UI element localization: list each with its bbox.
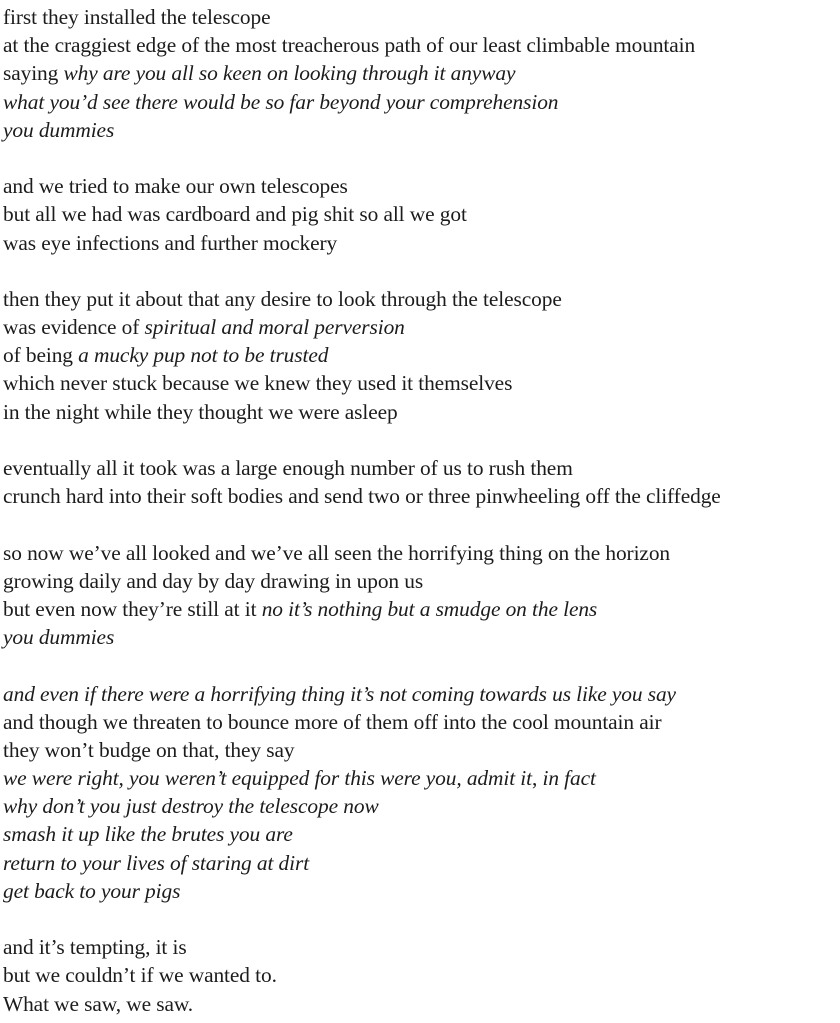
poem-line <box>3 88 840 116</box>
poem-line <box>3 736 840 764</box>
text-segment: but we couldn’t if we wanted to. <box>3 963 277 988</box>
italic-text-segment: in fact <box>542 766 596 791</box>
poem-line <box>3 116 840 144</box>
italic-text-segment: and even if there were a horrifying thing it’s not coming towards us like you say <box>3 681 676 706</box>
poem-line <box>3 172 840 200</box>
text-segment: they won’t budge on that, they say <box>3 737 295 762</box>
poem-line <box>3 820 840 848</box>
text-segment: and it’s tempting, it is <box>3 935 187 960</box>
poem-text <box>3 3 840 1018</box>
poem-line <box>3 285 840 313</box>
text-segment: and we tried to make our own telescopes <box>3 174 348 199</box>
text-segment: but all we had was cardboard and pig shit so all we got <box>3 202 467 227</box>
text-segment: of being <box>3 343 79 368</box>
poem-line <box>3 369 840 397</box>
text-segment: was evidence of <box>3 315 145 340</box>
text-segment: at the craggiest edge of the most treacherous path of our least climbable mountain <box>3 33 696 58</box>
poem-line <box>3 200 840 228</box>
poem-line <box>3 539 840 567</box>
poem-line <box>3 398 840 426</box>
italic-text-segment: we were right, you weren’t equipped for this were you, admit it <box>3 766 532 791</box>
stanza <box>3 172 840 257</box>
text-segment: in the night while they thought we were asleep <box>3 399 398 424</box>
text-segment: then they put it about that any desire to look through the telescope <box>3 286 562 311</box>
text-segment: , <box>532 766 543 791</box>
stanza <box>3 539 840 652</box>
text-segment: and though we threaten to bounce more of them off into the cool mountain air <box>3 709 662 734</box>
poem-line <box>3 31 840 59</box>
text-segment: growing daily and day by day drawing in upon us <box>3 568 424 593</box>
italic-text-segment: spiritual and moral perversion <box>144 315 405 340</box>
text-segment: so now we’ve all looked and we’ve all seen the horrifying thing on the horizon <box>3 540 671 565</box>
poem-line <box>3 313 840 341</box>
text-segment: eventually all it took was a large enough number of us to rush them <box>3 456 573 480</box>
italic-text-segment: why are you all so keen on looking through it anyway <box>63 61 516 86</box>
poem-line <box>3 877 840 905</box>
poem-line <box>3 341 840 369</box>
poem-line <box>3 764 840 792</box>
stanza <box>3 933 840 1018</box>
italic-text-segment: smash it up like the brutes you are <box>3 822 293 847</box>
poem-line <box>3 3 840 31</box>
poem-line <box>3 961 840 989</box>
poem-line <box>3 482 840 510</box>
stanza <box>3 285 840 426</box>
text-segment: saying <box>3 61 64 86</box>
poem-line <box>3 708 840 736</box>
text-segment: was eye infections and further mockery <box>3 230 338 255</box>
poem-line <box>3 623 840 651</box>
stanza <box>3 3 840 144</box>
italic-text-segment: return to your lives of staring at dirt <box>3 850 310 875</box>
text-segment: first they installed the telescope <box>3 5 271 29</box>
text-segment: crunch hard into their soft bodies and send two or three pinwheeling off the cliffedge <box>3 484 721 509</box>
italic-text-segment: why don’t you just destroy the telescope now <box>3 794 379 819</box>
italic-text-segment: get back to your pigs <box>3 878 181 903</box>
stanza <box>3 680 840 906</box>
poem-line <box>3 595 840 623</box>
poem-line <box>3 454 840 482</box>
italic-text-segment: you dummies <box>3 625 115 650</box>
poem-line <box>3 680 840 708</box>
poem-line <box>3 229 840 257</box>
poem-line <box>3 990 840 1018</box>
italic-text-segment: you dummies <box>3 117 115 142</box>
poem-line <box>3 792 840 820</box>
italic-text-segment: no it’s nothing but a smudge on the lens <box>261 596 598 621</box>
stanza <box>3 454 840 510</box>
poem-line <box>3 849 840 877</box>
poem-line <box>3 567 840 595</box>
text-segment: which never stuck because we knew they used it themselves <box>3 371 513 396</box>
text-segment: but even now they’re still at it <box>3 596 262 621</box>
italic-text-segment: what you’d see there would be so far beyond your comprehension <box>3 89 559 114</box>
italic-text-segment: a mucky pup not to be trusted <box>78 343 329 368</box>
text-segment: What we saw, we saw. <box>3 991 194 1016</box>
poem-line <box>3 933 840 961</box>
poem-line <box>3 59 840 87</box>
